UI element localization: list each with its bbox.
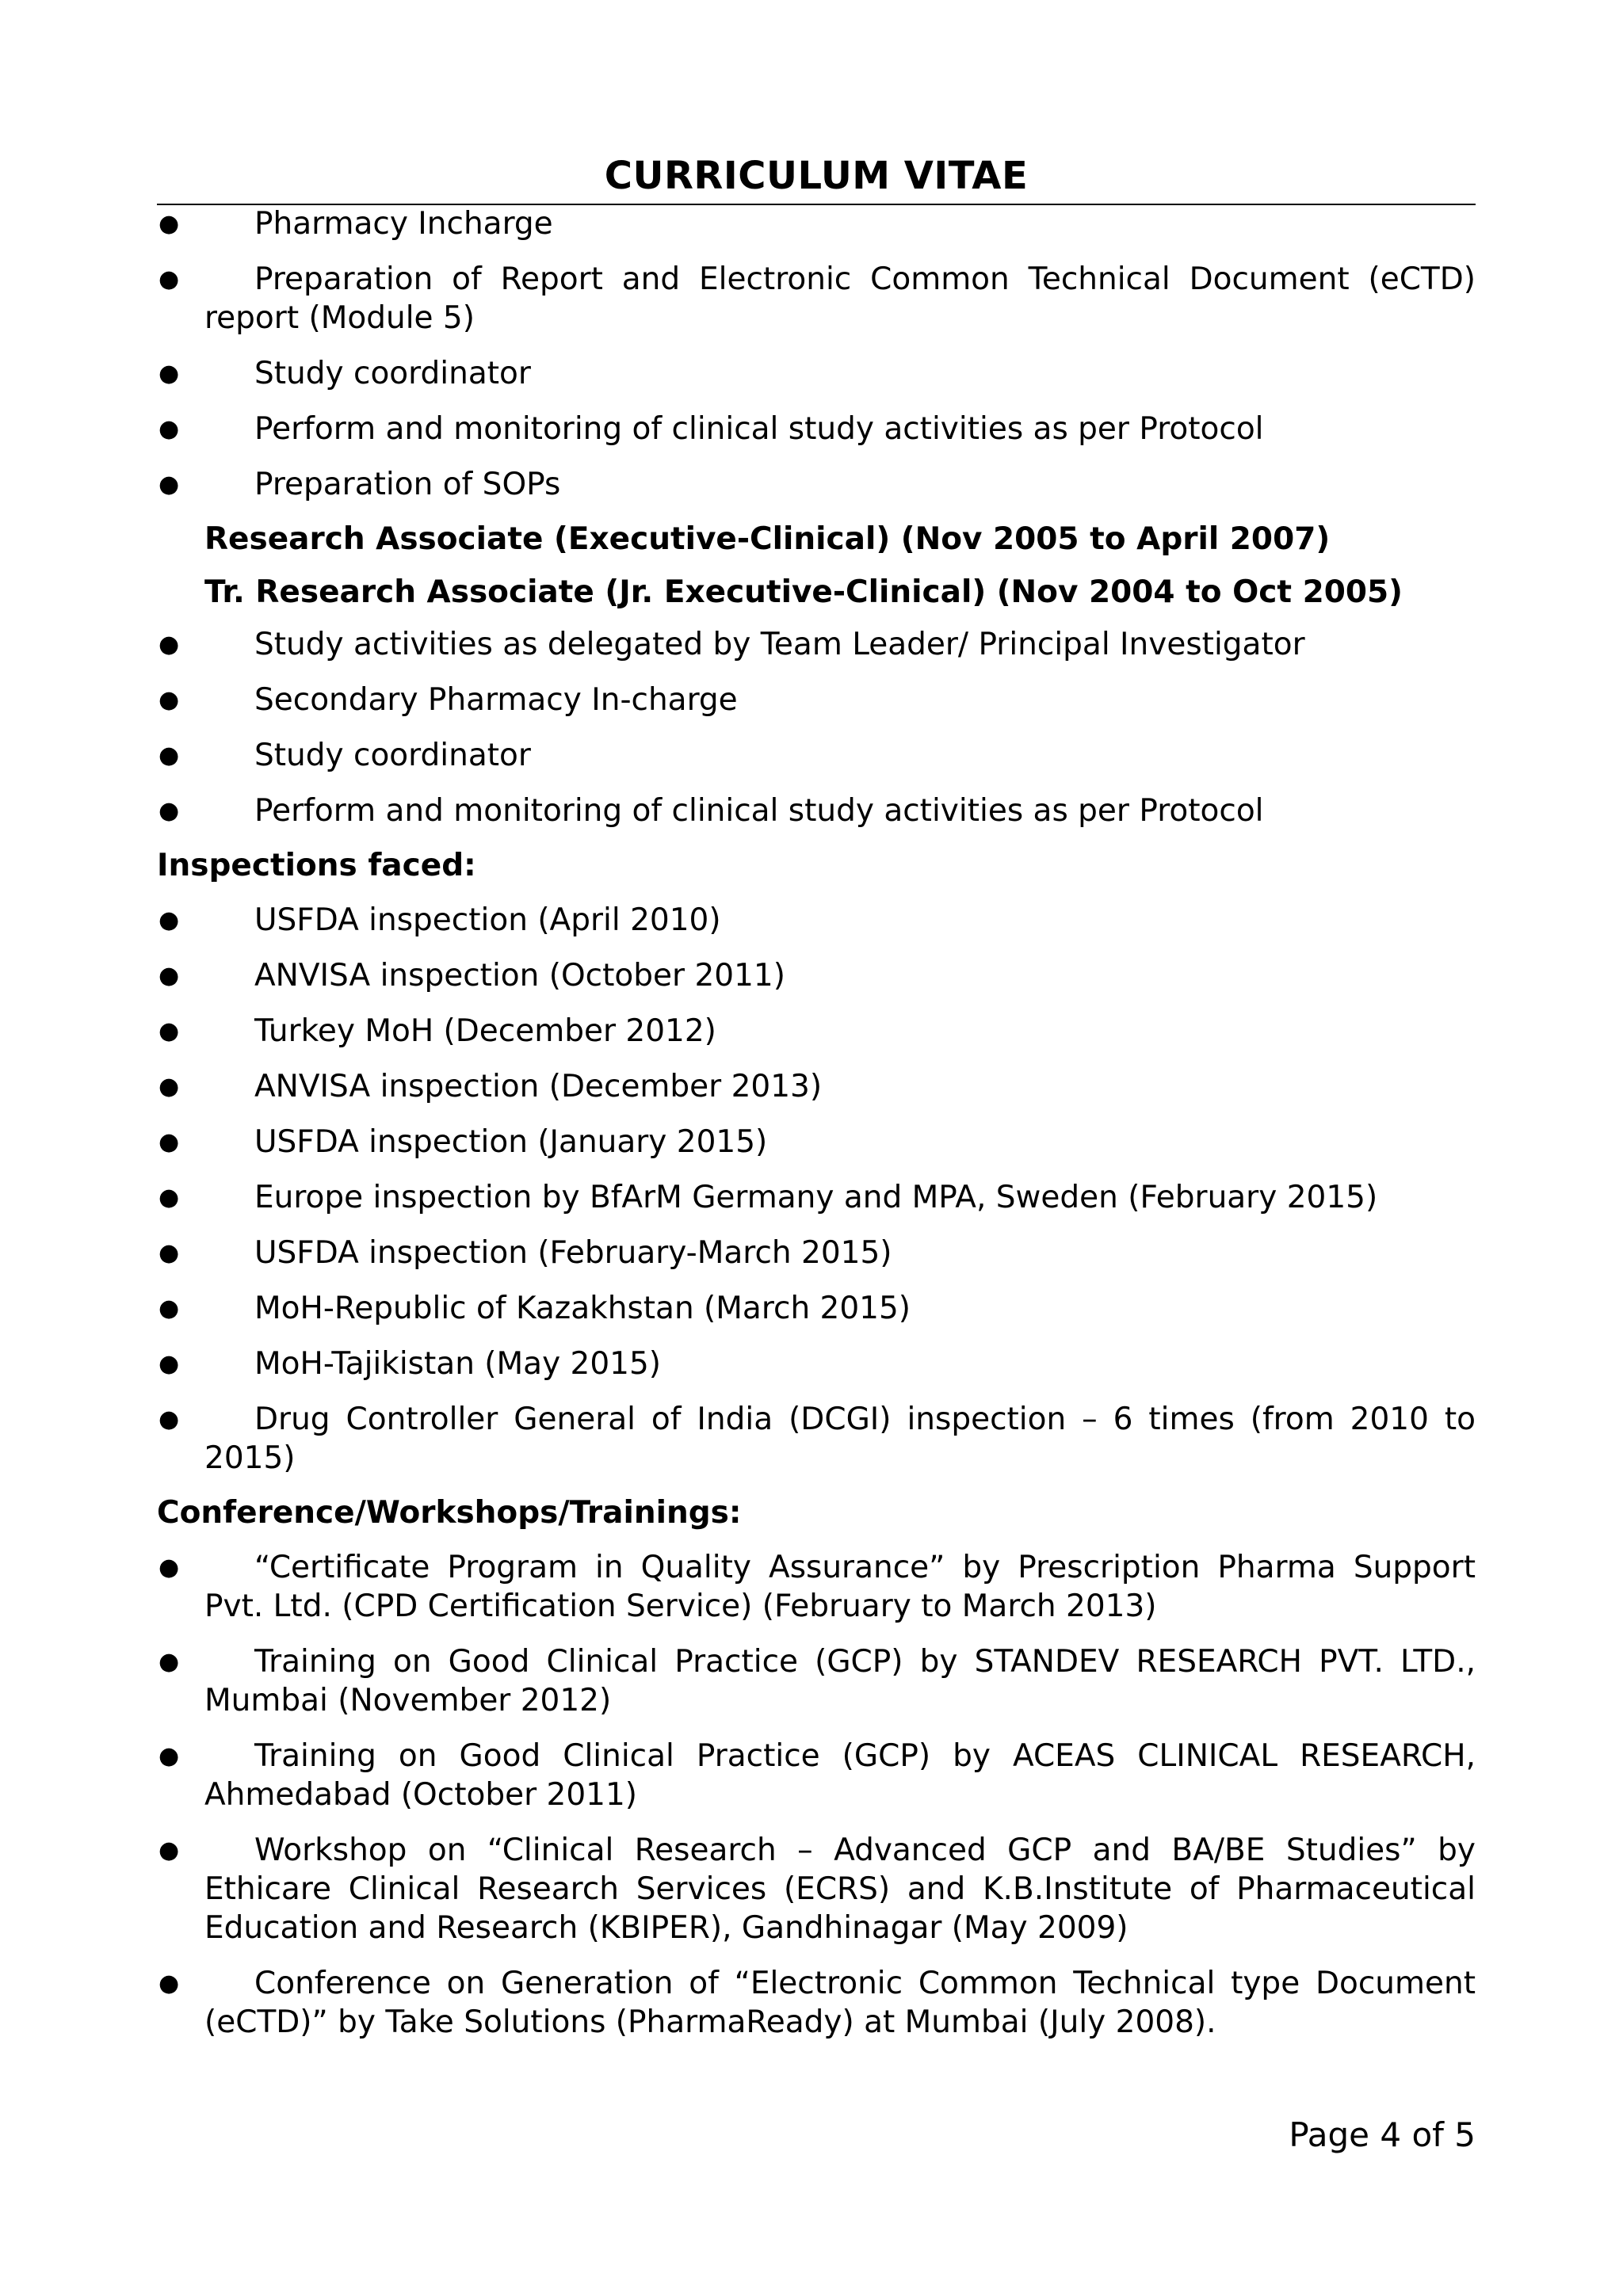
- list-item: ● Pharmacy Incharge: [158, 206, 553, 242]
- list-item: ● Turkey MoH (December 2012): [158, 1013, 716, 1049]
- bullet-icon: ●: [158, 962, 180, 990]
- list-item: ● Study coordinator: [158, 738, 531, 773]
- list-item: ● Preparation of SOPs: [158, 467, 561, 502]
- bullet-icon: ●: [158, 265, 180, 293]
- list-item: ● Study coordinator: [158, 356, 531, 391]
- list-item: ● Training on Good Clinical Practice (GCP) by ACEAS CLINICAL RESEARCH, Ahmedabad (October 2011): [158, 1738, 1476, 1813]
- bullet-icon: ●: [158, 797, 180, 825]
- bullet-icon: ●: [158, 1184, 180, 1211]
- list-item: ● USFDA inspection (January 2015): [158, 1124, 768, 1160]
- bullet-icon: ●: [158, 1554, 180, 1581]
- position-research-associate: Research Associate (Executive-Clinical) (Nov 2005 to April 2007): [204, 521, 1331, 557]
- bullet-icon: ●: [158, 1128, 180, 1156]
- list-item: ● Perform and monitoring of clinical study activities as per Protocol: [158, 411, 1264, 447]
- document-body: [157, 204, 1476, 2042]
- list-item: ● Conference on Generation of “Electronic Common Technical type Document (eCTD)” by Take Solutions (PharmaReady) at Mumbai (July 2008).: [158, 1966, 1476, 2040]
- list-item: ● USFDA inspection (February-March 2015): [158, 1235, 892, 1271]
- list-item: ● Perform and monitoring of clinical study activities as per Protocol: [158, 793, 1264, 829]
- list-item: ● MoH-Republic of Kazakhstan (March 2015): [158, 1291, 911, 1326]
- list-item: ● ANVISA inspection (October 2011): [158, 958, 785, 994]
- bullet-icon: ●: [158, 631, 180, 658]
- list-item: ● Training on Good Clinical Practice (GCP) by STANDEV RESEARCH PVT. LTD., Mumbai (November 2012): [158, 1644, 1476, 1718]
- list-item: ● Workshop on “Clinical Research – Advanced GCP and BA/BE Studies” by Ethicare Clinical Research Services (ECRS) and K.B.Institute of Pharmaceutical Education and Research (KBIPER), Gandhinagar (May 2009): [158, 1833, 1476, 1946]
- inspections-list: [157, 901, 1476, 1478]
- bullet-icon: ●: [158, 1970, 180, 1997]
- list-item: ● Drug Controller General of India (DCGI) inspection – 6 times (from 2010 to 2015): [158, 1402, 1476, 1476]
- list-item: ● Preparation of Report and Electronic Common Technical Document (eCTD) report (Module 5): [158, 261, 1476, 336]
- bullet-icon: ●: [158, 1405, 180, 1433]
- inspections-heading: Inspections faced:: [157, 848, 476, 883]
- page-title: CURRICULUM VITAE: [604, 154, 1029, 198]
- bullet-icon: ●: [158, 1073, 180, 1100]
- bullet-icon: ●: [158, 210, 180, 238]
- bullet-icon: ●: [158, 1742, 180, 1770]
- bullet-icon: ●: [158, 1017, 180, 1045]
- position-tr-research-associate: Tr. Research Associate (Jr. Executive-Clinical) (Nov 2004 to Oct 2005): [204, 574, 1403, 610]
- list-item: ● Study activities as delegated by Team Leader/ Principal Investigator: [158, 627, 1305, 662]
- bullet-icon: ●: [158, 471, 180, 498]
- list-item: ● Europe inspection by BfArM Germany and MPA, Sweden (February 2015): [158, 1180, 1378, 1215]
- bullet-icon: ●: [158, 1648, 180, 1676]
- list-item: ● ANVISA inspection (December 2013): [158, 1069, 823, 1104]
- bullet-icon: ●: [158, 1836, 180, 1864]
- page-number: Page 4 of 5: [1289, 2115, 1476, 2154]
- role-duties-list: [157, 204, 1476, 504]
- ra-duties-list: [157, 625, 1476, 830]
- conferences-heading: Conference/Workshops/Trainings:: [157, 1495, 742, 1531]
- bullet-icon: ●: [158, 686, 180, 714]
- bullet-icon: ●: [158, 1239, 180, 1267]
- bullet-icon: ●: [158, 415, 180, 443]
- list-item: ● “Certificate Program in Quality Assurance” by Prescription Pharma Support Pvt. Ltd. (CPD Certification Service) (February to March 2013): [158, 1550, 1476, 1624]
- list-item: ● USFDA inspection (April 2010): [158, 902, 721, 938]
- bullet-icon: ●: [158, 1350, 180, 1378]
- list-item: ● Secondary Pharmacy In-charge: [158, 682, 738, 718]
- bullet-icon: ●: [158, 742, 180, 769]
- bullet-icon: ●: [158, 906, 180, 934]
- bullet-icon: ●: [158, 1295, 180, 1322]
- conferences-list: [157, 1548, 1476, 2042]
- list-item: ● MoH-Tajikistan (May 2015): [158, 1346, 662, 1382]
- bullet-icon: ●: [158, 360, 180, 387]
